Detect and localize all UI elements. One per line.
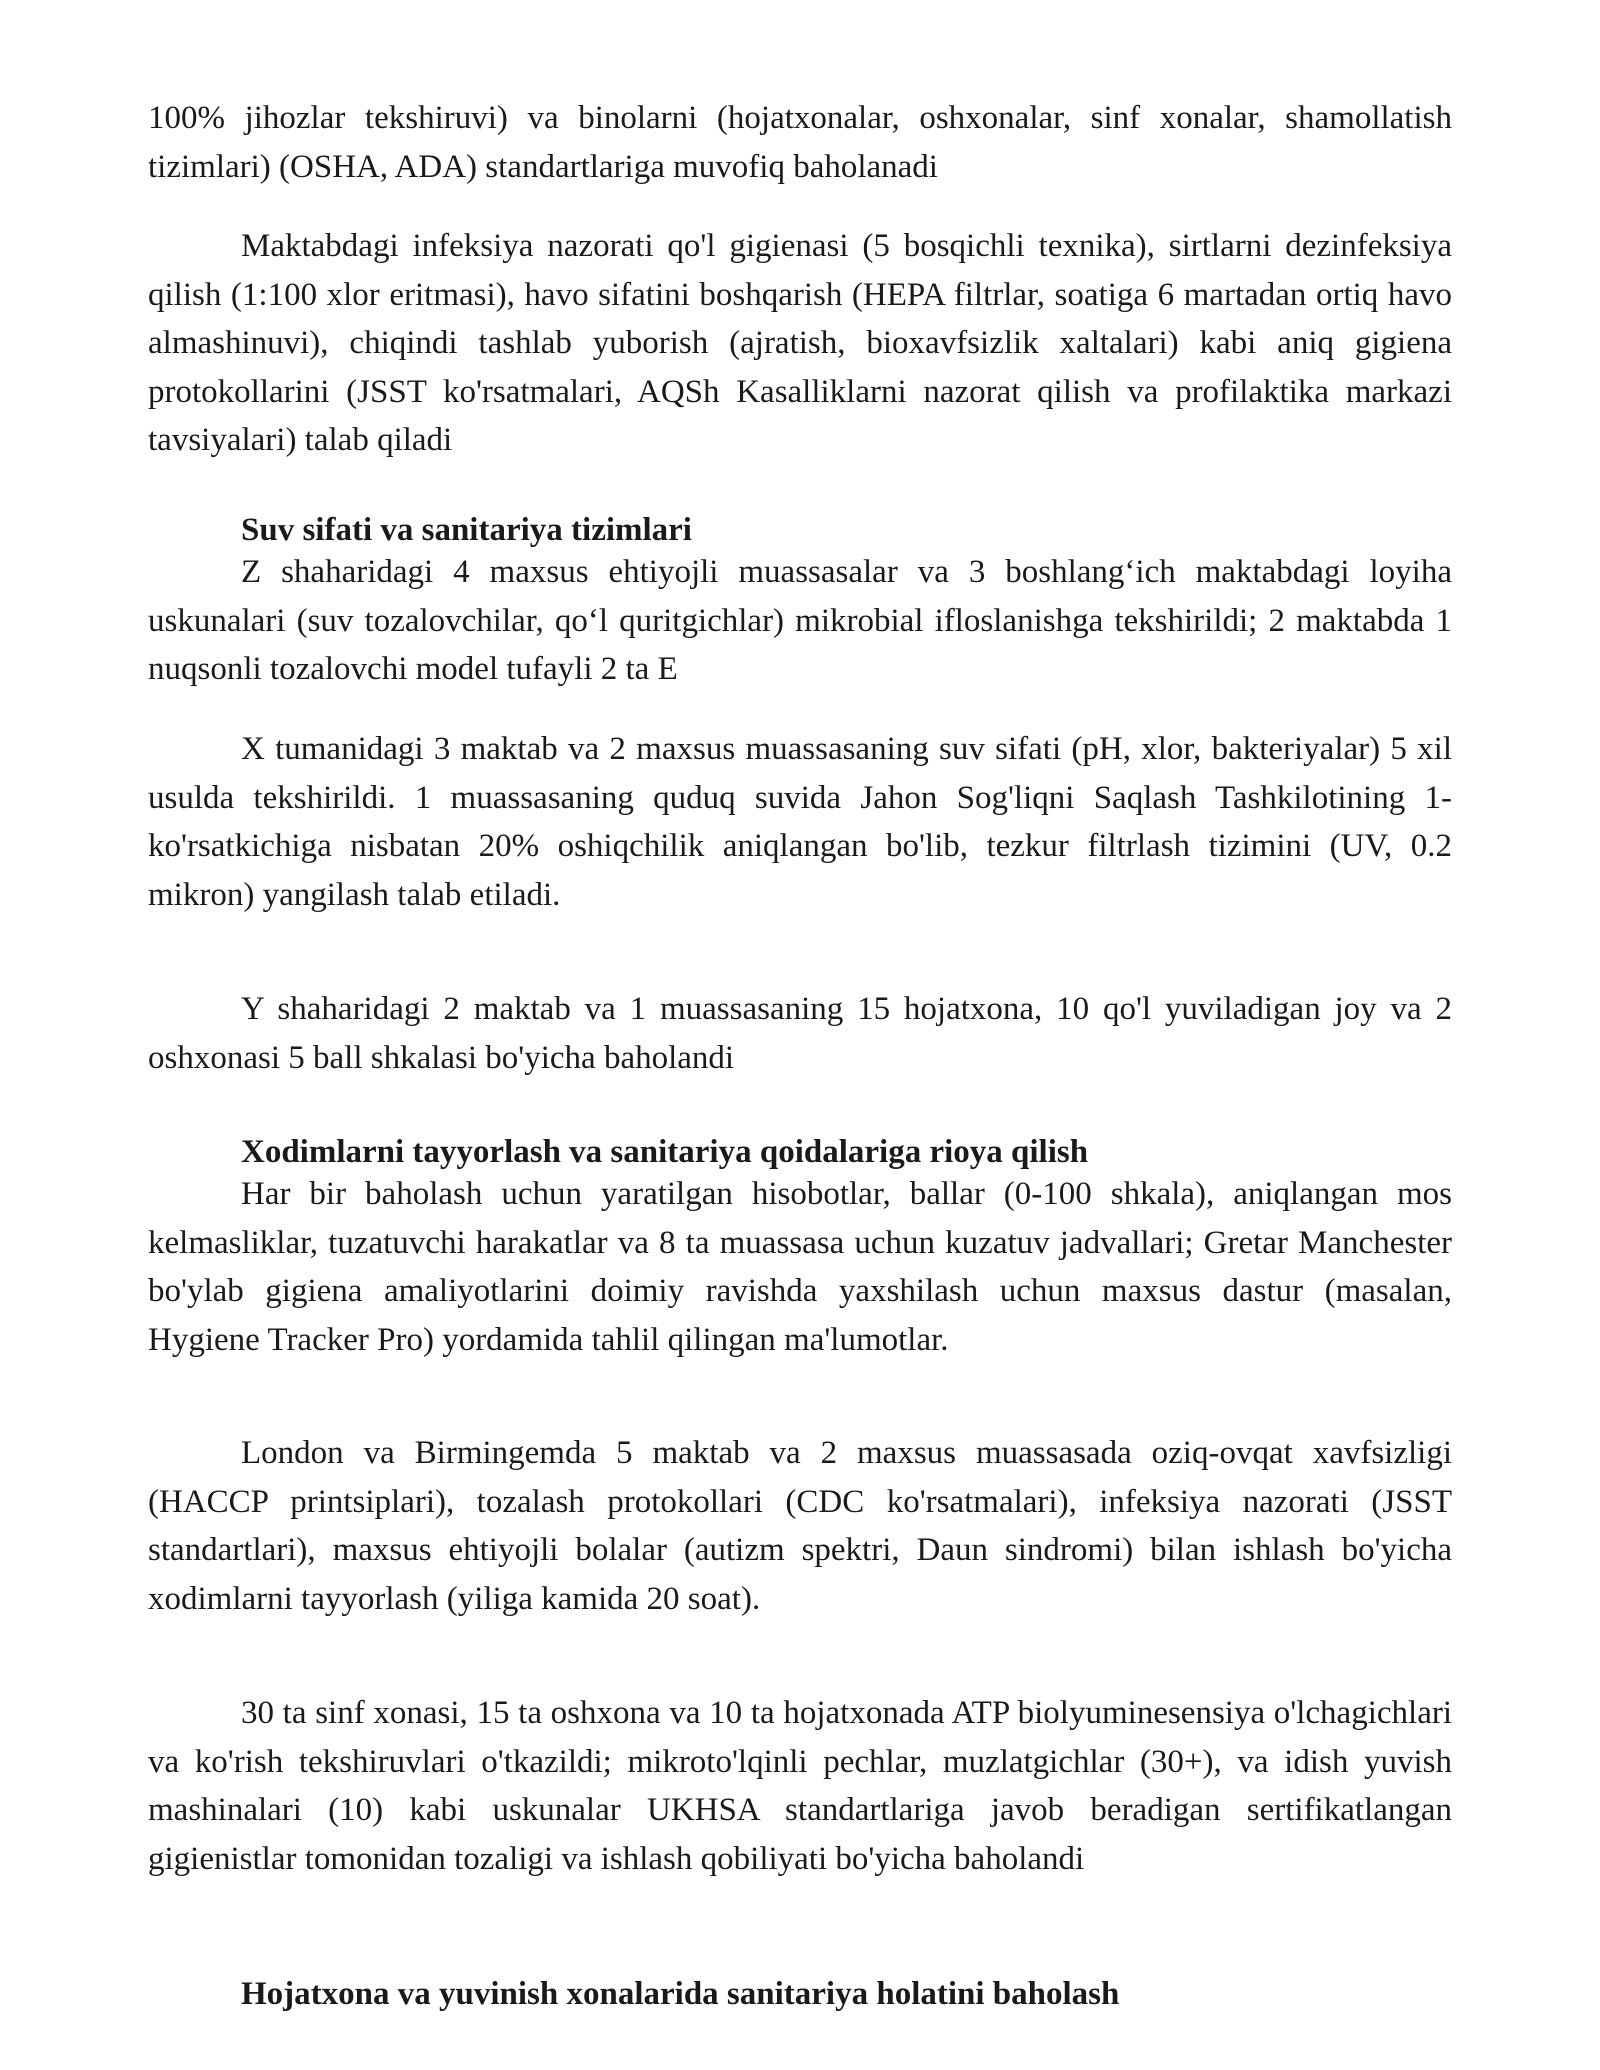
paragraph-z-city: Z shaharidagi 4 maxsus ehtiyojli muassasalar va 3 boshlang‘ich maktabdagi loyiha uskunalari (suv tozalovchilar, qo‘l quritgichlar) mikrobial ifloslanishga tekshirildi; 2 maktabda 1 nuqsonli tozalovchi model tufayli 2 ta E xyxy=(148,554,1452,687)
paragraph-london-birmingham: London va Birmingemda 5 maktab va 2 maxsus muassasada oziq-ovqat xavfsizligi (HACCP printsiplari), tozalash protokollari (CDC ko'rsatmalari), infeksiya nazorati (JSST standartlari), maxsus ehtiyojli bolalar (autizm spektri, Daun sindromi) bilan ishlash bo'yicha xodimlarni tayyorlash (yiliga kamida 20 soat). xyxy=(148,1435,1452,1617)
heading-water-quality: Suv sifati va sanitariya tizimlari xyxy=(241,512,692,548)
heading-toilet-assessment: Hojatxona va yuvinish xonalarida sanitariya holatini baholash xyxy=(241,1976,1120,2012)
paragraph-continuation: 100% jihozlar tekshiruvi) va binolarni (hojatxonalar, oshxonalar, sinf xonalar, shamollatish tizimlari) (OSHA, ADA) standartlariga muvofiq baholanadi xyxy=(148,100,1452,185)
paragraph-reports: Har bir baholash uchun yaratilgan hisobotlar, ballar (0-100 shkala), aniqlangan mos kelmasliklar, tuzatuvchi harakatlar va 8 ta muassasa uchun kuzatuv jadvallari; Gretar Manchester bo'ylab gigiena amaliyotlarini doimiy ravishda yaxshilash uchun maxsus dastur (masalan, Hygiene Tracker Pro) yordamida tahlil qilingan ma'lumotlar. xyxy=(148,1176,1452,1358)
paragraph-y-city: Y shaharidagi 2 maktab va 1 muassasaning 15 hojatxona, 10 qo'l yuviladigan joy va 2 oshxonasi 5 ball shkalasi bo'yicha baholandi xyxy=(148,991,1452,1076)
paragraph-x-district: X tumanidagi 3 maktab va 2 maxsus muassasaning suv sifati (pH, xlor, bakteriyalar) 5 xil usulda tekshirildi. 1 muassasaning quduq suvida Jahon Sog'liqni Saqlash Tashkilotining 1-ko'rsatkichiga nisbatan 20% oshiqchilik aniqlangan bo'lib, tezkur filtrlash tizimini (UV, 0.2 mikron) yangilash talab etiladi. xyxy=(148,731,1452,913)
paragraph-atp-tests: 30 ta sinf xonasi, 15 ta oshxona va 10 ta hojatxonada ATP biolyuminesensiya o'lchagichlari va ko'rish tekshiruvlari o'tkazildi; mikroto'lqinli pechlar, muzlatgichlar (30+), va idish yuvish mashinalari (10) kabi uskunalar UKHSA standartlariga javob beradigan sertifikatlangan gigienistlar tomonidan tozaligi va ishlash qobiliyati bo'yicha baholandi xyxy=(148,1695,1452,1877)
heading-staff-training: Xodimlarni tayyorlash va sanitariya qoidalariga rioya qilish xyxy=(241,1134,1089,1170)
paragraph-infection-control: Maktabdagi infeksiya nazorati qo'l gigienasi (5 bosqichli texnika), sirtlarni dezinfeksiya qilish (1:100 xlor eritmasi), havo sifatini boshqarish (HEPA filtrlar, soatiga 6 martadan ortiq havo almashinuvi), chiqindi tashlab yuborish (ajratish, bioxavfsizlik xaltalari) kabi aniq gigiena protokollarini (JSST ko'rsatmalari, AQSh Kasalliklarni nazorat qilish va profilaktika markazi tavsiyalari) talab qiladi xyxy=(148,228,1452,458)
